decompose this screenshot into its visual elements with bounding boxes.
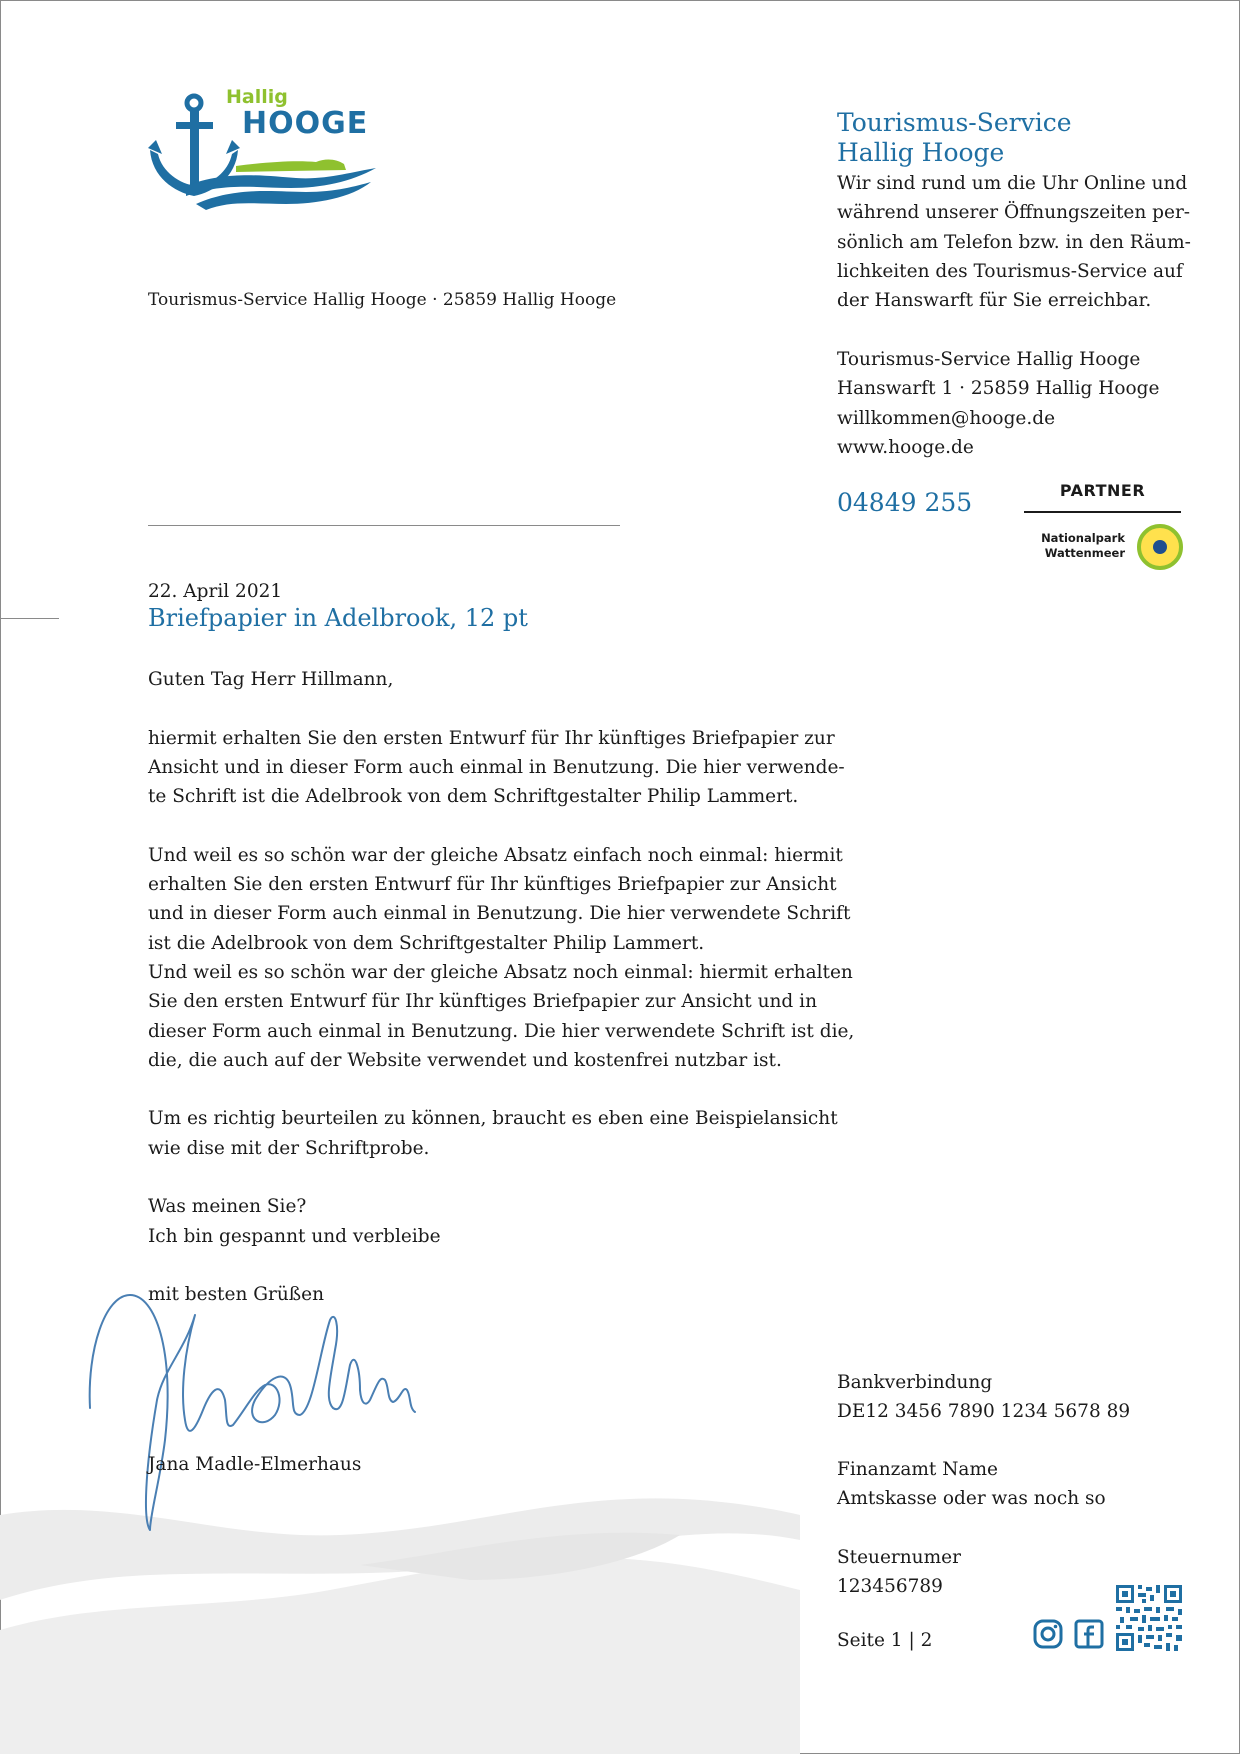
body-line: dieser Form auch einmal in Benutzung. Die hier verwendete Schrift ist die,	[148, 1020, 855, 1042]
bank-iban: DE12 3456 7890 1234 5678 89	[837, 1401, 1131, 1423]
sender-address-line: Tourismus-Service Hallig Hooge · 25859 Hallig Hooge	[148, 290, 617, 310]
body-line: erhalten Sie den ersten Entwurf für Ihr künftiges Briefpapier zur Ansicht	[148, 874, 837, 896]
body-line: te Schrift ist die Adelbrook von dem Schriftgestalter Philip Lammert.	[148, 786, 799, 808]
body-line: mit besten Grüßen	[148, 1284, 324, 1306]
body-line: Was meinen Sie?	[148, 1196, 307, 1218]
hallig-hooge-logo	[146, 86, 376, 216]
instagram-icon[interactable]	[1033, 1619, 1063, 1649]
logo-waves-icon	[186, 156, 376, 216]
contact-street: Hanswarft 1 · 25859 Hallig Hooge	[837, 378, 1160, 400]
logo-text-hallig: Hallig	[226, 86, 288, 108]
partner-heading: PARTNER	[1059, 481, 1146, 500]
tax-office	[837, 1455, 1106, 1514]
sidebar-intro	[837, 169, 1191, 315]
tax-number-value: 123456789	[837, 1576, 943, 1598]
body-line: Sie den ersten Entwurf für Ihr künftiges Briefpapier zur Ansicht und in	[148, 991, 817, 1013]
body-line: Und weil es so schön war der gleiche Absatz einfach noch einmal: hiermit	[148, 844, 843, 866]
body-line: und in dieser Form auch einmal in Benutzung. Die hier verwendete Schrift	[148, 903, 851, 925]
body-line: Und weil es so schön war der gleiche Absatz noch einmal: hiermit erhalten	[148, 961, 853, 983]
sidebar-title	[837, 108, 1072, 168]
letter-subject: Briefpapier in Adelbrook, 12 pt	[148, 604, 528, 632]
body-paragraph	[148, 724, 845, 812]
recipient-field-divider	[148, 525, 620, 526]
facebook-icon[interactable]	[1074, 1619, 1104, 1649]
body-line: Ich bin gespannt und verbleibe	[148, 1225, 441, 1247]
letter-body	[148, 665, 855, 1310]
body-paragraph	[148, 841, 855, 1075]
signer-name: Jana Madle-Elmerhaus	[148, 1454, 362, 1475]
sidebar-title-line: Hallig Hooge	[837, 138, 1005, 167]
bank-label: Bankverbindung	[837, 1372, 993, 1393]
body-line: ist die Adelbrook von dem Schriftgestalter Philip Lammert.	[148, 932, 705, 954]
sidebar-intro-line: sönlich am Telefon bzw. in den Räum-	[837, 231, 1191, 253]
body-line: Um es richtig beurteilen zu können, braucht es eben eine Beispielansicht	[148, 1108, 838, 1130]
partner-name	[1020, 531, 1125, 561]
letter-date: 22. April 2021	[148, 581, 283, 602]
tax-number	[837, 1543, 961, 1602]
body-line: hiermit erhalten Sie den ersten Entwurf für Ihr künftiges Briefpapier zur	[148, 727, 835, 749]
tax-office-label: Finanzamt Name	[837, 1459, 998, 1480]
sidebar-intro-line: lichkeiten des Tourismus-Service auf	[837, 260, 1183, 282]
body-line: die, die auch auf der Website verwendet und kostenfrei nutzbar ist.	[148, 1049, 782, 1071]
body-paragraph	[148, 1104, 838, 1163]
salutation: Guten Tag Herr Hillmann,	[148, 669, 394, 690]
body-line: Ansicht und in dieser Form auch einmal in Benutzung. Die hier verwende-	[148, 756, 845, 778]
contact-website-link[interactable]: www.hooge.de	[837, 436, 974, 458]
contact-email-link[interactable]: willkommen@hooge.de	[837, 407, 1056, 429]
sidebar-contact-address	[837, 345, 1159, 462]
contact-org: Tourismus-Service Hallig Hooge	[837, 349, 1141, 370]
tax-office-value: Amtskasse oder was noch so	[837, 1488, 1106, 1510]
page-number: Seite 1 | 2	[837, 1630, 933, 1651]
partner-name-line: Wattenmeer	[1044, 546, 1125, 560]
fold-mark	[0, 618, 59, 619]
logo-text-hooge: HOOGE	[242, 106, 369, 141]
nationalpark-wattenmeer-logo-icon	[1137, 524, 1183, 570]
handwritten-signature	[85, 1290, 445, 1535]
sidebar-intro-line: der Hanswarft für Sie erreichbar.	[837, 290, 1152, 312]
body-paragraph	[148, 1192, 818, 1251]
qr-code-icon[interactable]	[1116, 1585, 1182, 1651]
bank-details	[837, 1368, 1130, 1427]
sidebar-title-line: Tourismus-Service	[837, 108, 1072, 137]
tax-number-label: Steuernumer	[837, 1547, 961, 1568]
partner-divider	[1024, 511, 1181, 513]
sidebar-intro-line: während unserer Öffnungszeiten per-	[837, 202, 1191, 224]
sidebar-intro-line: Wir sind rund um die Uhr Online und	[837, 173, 1188, 194]
phone-number[interactable]: 04849 255	[837, 488, 973, 517]
partner-name-line: Nationalpark	[1041, 531, 1125, 545]
body-line: wie dise mit der Schriftprobe.	[148, 1137, 430, 1159]
